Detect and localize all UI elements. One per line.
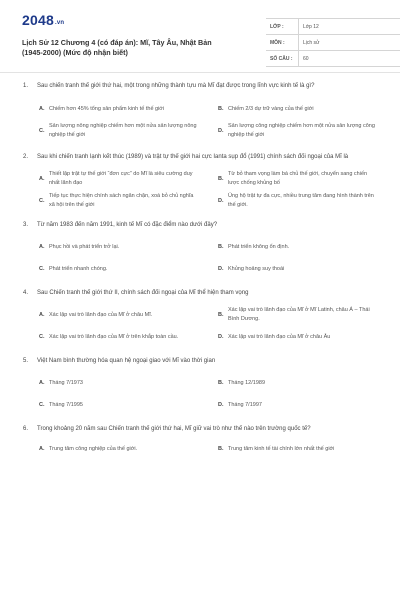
options (39, 236, 378, 280)
info-label: MÔN : (266, 35, 299, 51)
question-stem (23, 288, 378, 298)
option-a[interactable] (39, 236, 214, 258)
question-number: 3. (23, 222, 29, 228)
question-3 (23, 220, 378, 280)
info-label: LỚP : (266, 19, 299, 35)
option-letter: A. (39, 311, 45, 318)
question-text: Từ năm 1983 đến năm 1991, kinh tế Mĩ có đặc điểm nào dưới đây? (37, 222, 218, 228)
option-letter: C. (39, 265, 45, 272)
options (39, 304, 378, 348)
option-text: Tháng 12/1989 (228, 379, 266, 386)
option-a[interactable] (39, 438, 214, 460)
question-text: Sau chiến tranh thế giới thứ hai, một trong những thành tựu mà Mĩ đạt được trong lĩnh vực kinh tế là gì? (37, 83, 315, 89)
option-c[interactable] (39, 394, 214, 416)
header (22, 12, 382, 68)
option-text: Thiết lập trật tự thế giới “đơn cực” do Mĩ là siêu cường duy nhất lãnh đạo (49, 171, 193, 186)
option-text: Sản lượng nông nghiệp chiếm hơn một nửa sản lượng nông nghiệp thế giới (49, 123, 197, 138)
option-d[interactable] (218, 394, 393, 416)
option-b[interactable] (218, 438, 393, 460)
option-letter: A. (39, 445, 45, 452)
option-text: Sản lượng công nghiệp chiếm hơn một nửa sản lượng công nghiệp thế giới (228, 123, 375, 138)
option-text: Xác lập vai trò lãnh đạo của Mĩ ở trên khắp toàn cầu. (49, 333, 179, 340)
logo[interactable] (22, 12, 64, 28)
option-d[interactable] (218, 190, 393, 212)
option-text: Trung tâm kinh tế tài chính lớn nhất thế giới (228, 445, 335, 452)
option-letter: A. (39, 379, 45, 386)
option-text: Tháng 7/1973 (49, 379, 83, 386)
question-number: 4. (23, 290, 29, 296)
question-number: 2. (23, 154, 29, 160)
option-a[interactable] (39, 372, 214, 394)
question-stem (23, 424, 378, 434)
option-c[interactable] (39, 120, 214, 142)
question-stem (23, 81, 378, 91)
options (39, 168, 378, 212)
question-2 (23, 152, 378, 212)
option-a[interactable] (39, 304, 214, 326)
option-b[interactable] (218, 372, 393, 394)
question-list (23, 80, 378, 460)
option-text: Từ bỏ tham vọng làm bá chủ thế giới, chuyển sang chiến lược chống khủng bố (228, 171, 368, 186)
option-text: Khủng hoảng suy thoái (228, 265, 285, 272)
option-letter: B. (218, 105, 224, 112)
option-letter: A. (39, 175, 45, 182)
option-text: Chiếm hơn 45% tổng sản phẩm kinh tế thế giới (49, 105, 165, 112)
option-letter: B. (218, 243, 224, 250)
info-label: SỐ CÂU : (266, 51, 299, 67)
option-b[interactable] (218, 168, 393, 190)
info-row-subject (266, 35, 400, 51)
option-d[interactable] (218, 258, 393, 280)
option-d[interactable] (218, 120, 393, 142)
question-stem (23, 152, 378, 162)
options (39, 98, 378, 142)
option-c[interactable] (39, 326, 214, 348)
info-table (266, 18, 400, 67)
option-b[interactable] (218, 304, 393, 326)
option-letter: D. (218, 127, 224, 134)
info-row-count (266, 51, 400, 67)
option-text: Tháng 7/1995 (49, 401, 83, 408)
option-letter: B. (218, 175, 224, 182)
option-letter: B. (218, 445, 224, 452)
option-text: Phát triển không ổn định. (228, 243, 290, 250)
info-row-class (266, 19, 400, 35)
option-letter: D. (218, 401, 224, 408)
option-text: Xác lập vai trò lãnh đạo của Mĩ ở Mĩ Latinh, châu Á – Thái Bình Dương. (228, 307, 370, 322)
question-number: 1. (23, 83, 29, 89)
question-text: Việt Nam bình thường hóa quan hệ ngoại giao với Mĩ vào thời gian (37, 358, 216, 364)
option-text: Tháng 7/1997 (228, 401, 262, 408)
question-4 (23, 288, 378, 348)
option-letter: D. (218, 197, 224, 204)
logo-tld: .vn (54, 20, 65, 26)
document-title: Lịch Sử 12 Chương 4 (có đáp án): Mĩ, Tây Âu, Nhật Bản (1945-2000) (Mức độ nhận biết) (22, 38, 212, 57)
option-c[interactable] (39, 258, 214, 280)
option-text: Ủng hộ trật tự đa cực, nhiều trung tâm đang hình thành trên thế giới. (228, 193, 374, 208)
question-1 (23, 81, 378, 142)
question-stem (23, 356, 378, 366)
info-value: Lịch sử (299, 35, 400, 51)
option-d[interactable] (218, 326, 393, 348)
question-number: 6. (23, 426, 29, 432)
option-a[interactable] (39, 168, 214, 190)
question-text: Trong khoảng 20 năm sau Chiến tranh thế giới thứ hai, Mĩ giữ vai trò như thế nào trên trường quốc tế? (37, 426, 311, 432)
info-value: 60 (299, 51, 400, 67)
option-b[interactable] (218, 236, 393, 258)
question-number: 5. (23, 358, 29, 364)
info-value: Lớp 12 (299, 19, 400, 35)
logo-text: 2048 (22, 12, 54, 28)
option-letter: B. (218, 311, 224, 318)
question-text: Sau Chiến tranh thế giới thứ II, chính sách đối ngoại của Mĩ thể hiện tham vọng (37, 290, 249, 296)
option-letter: B. (218, 379, 224, 386)
option-letter: D. (218, 265, 224, 272)
option-letter: C. (39, 197, 45, 204)
option-c[interactable] (39, 190, 214, 212)
options (39, 372, 378, 416)
option-letter: A. (39, 105, 45, 112)
header-divider (0, 72, 400, 73)
question-stem (23, 220, 378, 230)
option-text: Xác lập vai trò lãnh đạo của Mĩ ở châu Âu (228, 333, 331, 340)
option-text: Phát triển nhanh chóng. (49, 265, 108, 272)
option-text: Chiếm 2/3 dự trữ vàng của thế giới (228, 105, 314, 112)
option-letter: A. (39, 243, 45, 250)
option-letter: C. (39, 333, 45, 340)
option-text: Phục hồi và phát triển trở lại. (49, 243, 120, 250)
option-text: Trung tâm công nghiệp của thế giới. (49, 445, 138, 452)
option-letter: D. (218, 333, 224, 340)
option-letter: C. (39, 401, 45, 408)
option-letter: C. (39, 127, 45, 134)
question-6 (23, 424, 378, 460)
option-a[interactable] (39, 98, 214, 120)
option-b[interactable] (218, 98, 393, 120)
option-text: Tiếp tục thực hiện chính sách ngăn chặn, xoá bỏ chủ nghĩa xã hội trên thế giới (49, 193, 194, 208)
options (39, 438, 378, 460)
question-text: Sau khi chiến tranh lạnh kết thúc (1989) và trật tự thế giới hai cực Ianta sụp đổ (1991) chính sách đối ngoại của Mĩ là (37, 154, 349, 160)
question-5 (23, 356, 378, 416)
option-text: Xác lập vai trò lãnh đạo của Mĩ ở châu Mĩ. (49, 311, 153, 318)
